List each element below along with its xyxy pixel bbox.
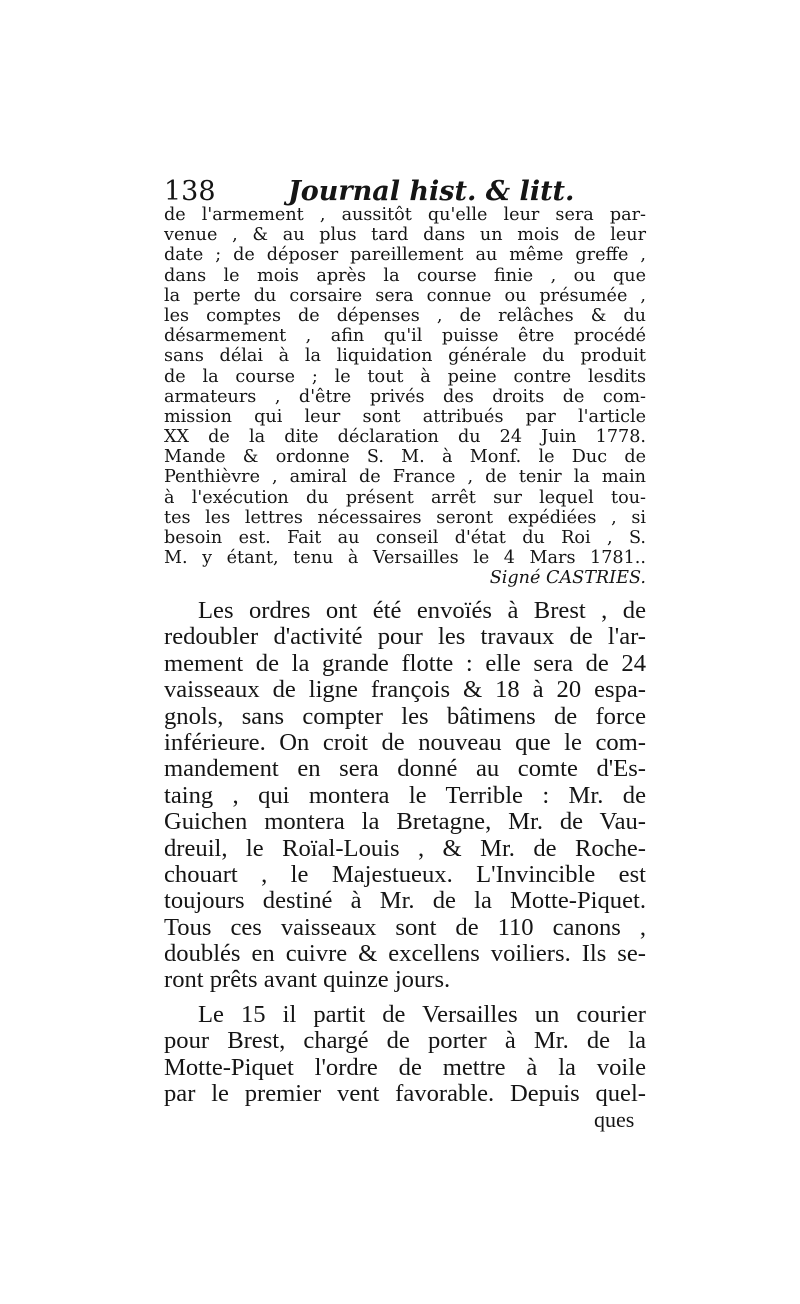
text-line: XX de la dite déclaration du 24 Juin 1778. bbox=[164, 427, 646, 448]
text-line: de l'armement , aussitôt qu'elle leur sera par- bbox=[164, 205, 646, 225]
text-line: Les ordres ont été envoïés à Brest , de bbox=[198, 597, 646, 624]
text-line: besoin est. Fait au conseil d'état du Roi , S. bbox=[164, 528, 646, 548]
text-line: doublés en cuivre & excellens voiliers. Ils se- bbox=[164, 940, 646, 968]
signature-line: Signé CASTRIES. bbox=[489, 568, 646, 589]
text-line: Tous ces vaisseaux sont de 110 canons , bbox=[164, 913, 646, 941]
text-line: par le premier vent favorable. Depuis quel- bbox=[164, 1080, 646, 1108]
text-line: M. y étant, tenu à Versailles le 4 Mars 1781.. bbox=[164, 548, 646, 569]
main-text-block bbox=[164, 598, 646, 1107]
text-line: chouart , le Majestueux. L'Invincible est bbox=[164, 860, 646, 888]
text-line: gnols, sans compter les bâtimens de force bbox=[164, 702, 646, 730]
text-line: à l'exécution du présent arrêt sur lequel tou- bbox=[164, 487, 646, 508]
text-line: dreuil, le Roïal-Louis , & Mr. de Roche- bbox=[164, 834, 646, 862]
text-line: venue , & au plus tard dans un mois de leur bbox=[164, 225, 646, 246]
catchword: ques bbox=[594, 1107, 635, 1132]
text-line: mement de la grande flotte : elle sera de 24 bbox=[164, 649, 646, 677]
text-line: vaisseaux de ligne françois & 18 à 20 espa- bbox=[164, 676, 646, 704]
text-line: dans le mois après la course finie , ou que bbox=[164, 265, 646, 286]
text-line: Guichen montera la Bretagne, Mr. de Vau- bbox=[164, 808, 646, 836]
text-line: Le 15 il partit de Versailles un courier bbox=[198, 1000, 646, 1028]
text-line: désarmement , afin qu'il puisse être procédé bbox=[164, 326, 646, 347]
text-line: mission qui leur sont attribués par l'article bbox=[164, 406, 646, 427]
running-title: Journal hist. & litt. bbox=[288, 176, 575, 207]
text-line: ront prêts avant quinze jours. bbox=[164, 966, 451, 994]
text-line: toujours destiné à Mr. de la Motte-Piquet. bbox=[164, 887, 646, 915]
text-line: Penthièvre , amiral de France , de tenir la main bbox=[164, 467, 646, 488]
text-line: la perte du corsaire sera connue ou présumée , bbox=[164, 285, 646, 306]
text-line: les comptes de dépenses , de relâches & du bbox=[164, 305, 646, 326]
text-line: de la course ; le tout à peine contre lesdits bbox=[164, 366, 646, 387]
text-line: pour Brest, chargé de porter à Mr. de la bbox=[164, 1027, 646, 1055]
text-line: inférieure. On croit de nouveau que le com- bbox=[164, 728, 646, 756]
text-line: taing , qui montera le Terrible : Mr. de bbox=[164, 781, 646, 809]
text-line: Motte-Piquet l'ordre de mettre à la voile bbox=[164, 1053, 646, 1081]
text-line: armateurs , d'être privés des droits de com- bbox=[164, 386, 646, 407]
text-line: tes les lettres nécessaires seront expédiées , si bbox=[164, 507, 646, 528]
text-line: redoubler d'activité pour les travaux de l'ar- bbox=[164, 623, 646, 651]
page-number: 138 bbox=[164, 176, 216, 207]
text-line: sans délai à la liquidation générale du produit bbox=[164, 346, 646, 367]
text-line: Mande & ordonne S. M. à Monf. le Duc de bbox=[164, 447, 646, 468]
text-line: mandement en sera donné au comte d'Es- bbox=[164, 755, 646, 783]
decree-text-block bbox=[164, 205, 646, 589]
text-line: date ; de déposer pareillement au même greffe , bbox=[164, 245, 646, 266]
